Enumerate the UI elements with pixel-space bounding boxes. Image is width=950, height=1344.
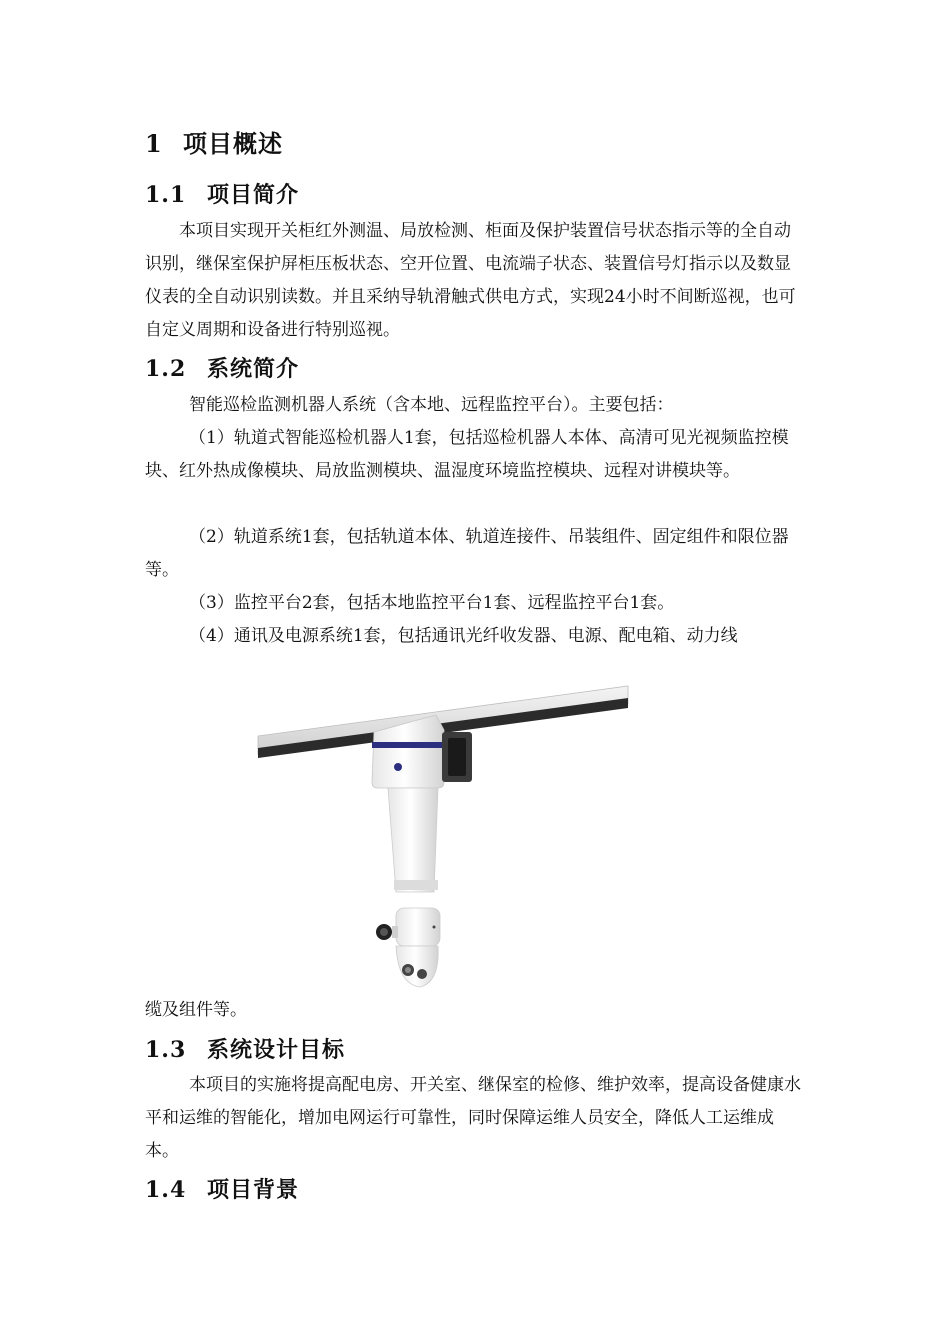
section-1-3-heading xyxy=(145,1033,345,1064)
section-title: 项目简介 xyxy=(207,182,300,208)
section-title: 系统简介 xyxy=(207,356,300,382)
paragraph-design-goals: 本项目的实施将提高配电房、开关室、继保室的检修、维护效率，提高设备健康水平和运维的智能化，增加电网运行可靠性，同时保障运维人员安全，降低人工运维成本。 xyxy=(145,1075,801,1161)
section-number: 1.2 xyxy=(145,356,187,382)
list-item-1: （1）轨道式智能巡检机器人1套，包括巡检机器人本体、高清可见光视频监控模块、红外热成像模块、局放监测模块、温湿度环境监控模块、远程对讲模块等。 xyxy=(145,428,789,481)
section-1-4-heading xyxy=(145,1173,299,1204)
section-title: 项目概述 xyxy=(183,129,283,158)
section-1-1-heading xyxy=(145,178,299,209)
list-item-3: （3）监控平台2套，包括本地监控平台1套、远程监控平台1套。 xyxy=(189,593,675,613)
section-1-heading xyxy=(145,124,283,159)
section-1-2-heading xyxy=(145,352,299,383)
section-title: 项目背景 xyxy=(207,1177,300,1203)
section-number: 1.3 xyxy=(145,1037,187,1063)
list-item-4-continuation: 缆及组件等。 xyxy=(145,1000,247,1020)
paragraph-project-intro: 本项目实现开关柜红外测温、局放检测、柜面及保护装置信号状态指示等的全自动识别，继保室保护屏柜压板状态、空开位置、电流端子状态、装置信号灯指示以及数显仪表的全自动识别读数。并且采纳导轨滑触式供电方式，实现24小时不间断巡视，也可自定义周期和设备进行特别巡视。 xyxy=(145,221,796,340)
paragraph-system-intro: 智能巡检监测机器人系统（含本地、远程监控平台）。主要包括： xyxy=(189,395,674,415)
list-item-2: （2）轨道系统1套，包括轨道本体、轨道连接件、吊装组件、固定组件和限位器等。 xyxy=(145,527,789,580)
list-item-4: （4）通讯及电源系统1套，包括通讯光纤收发器、电源、配电箱、动力线 xyxy=(189,626,738,646)
section-number: 1 xyxy=(145,129,163,158)
section-title: 系统设计目标 xyxy=(207,1037,346,1063)
section-number: 1.1 xyxy=(145,182,187,208)
rail-robot-figure xyxy=(256,682,632,992)
section-number: 1.4 xyxy=(145,1177,187,1203)
